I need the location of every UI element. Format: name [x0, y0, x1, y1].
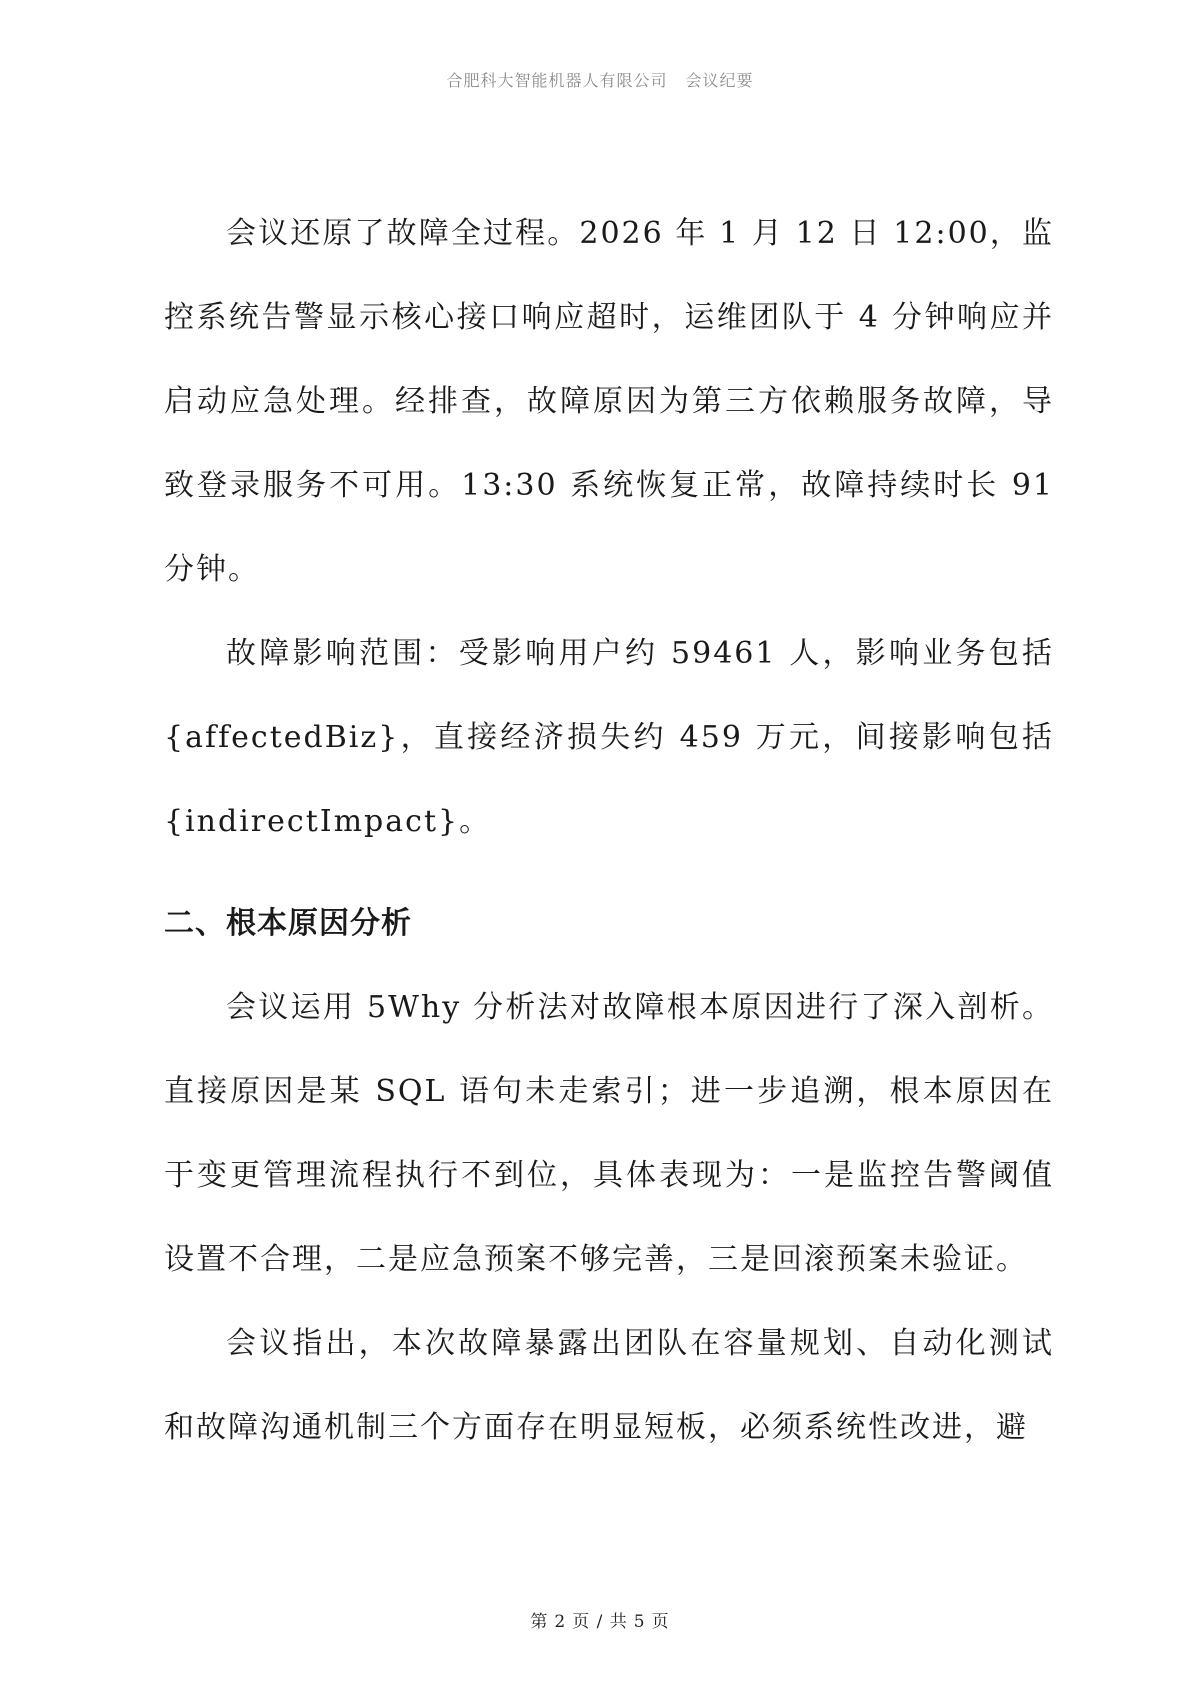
current-page-number: 2	[554, 1612, 567, 1632]
paragraph-conclusion: 会议指出，本次故障暴露出团队在容量规划、自动化测试和故障沟通机制三个方面存在明显短板，必须系统性改进，避	[164, 1326, 1054, 1445]
page-footer	[0, 1607, 1200, 1632]
page-label-prefix: 第	[530, 1612, 549, 1632]
total-pages-number: 5	[633, 1612, 646, 1632]
document-body	[164, 192, 1054, 1470]
company-name: 合肥科大智能机器人有限公司	[446, 71, 668, 90]
paragraph-incident-timeline: 会议还原了故障全过程。2026 年 1 月 12 日 12:00，监控系统告警显示核心接口响应超时，运维团队于 4 分钟响应并启动应急处理。经排查，故障原因为第三方依赖服务故障，导致登录服务不可用。13:30 系统恢复正常，故障持续时长 91 分钟。	[164, 216, 1054, 587]
page-header	[0, 68, 1200, 91]
paragraph-root-cause: 会议运用 5Why 分析法对故障根本原因进行了深入剖析。直接原因是某 SQL 语句未走索引；进一步追溯，根本原因在于变更管理流程执行不到位，具体表现为：一是监控告警阈值设置不合理，二是应急预案不够完善，三是回滚预案未验证。	[164, 990, 1054, 1277]
section-heading-root-cause: 二、根本原因分析	[164, 906, 412, 941]
page-label-suffix: 页	[651, 1612, 670, 1632]
paragraph-impact-scope: 故障影响范围：受影响用户约 59461 人，影响业务包括{affectedBiz}，直接经济损失约 459 万元，间接影响包括{indirectImpact}。	[164, 636, 1054, 839]
document-type: 会议纪要	[685, 71, 754, 90]
page-label-mid: 页 / 共	[572, 1612, 628, 1632]
